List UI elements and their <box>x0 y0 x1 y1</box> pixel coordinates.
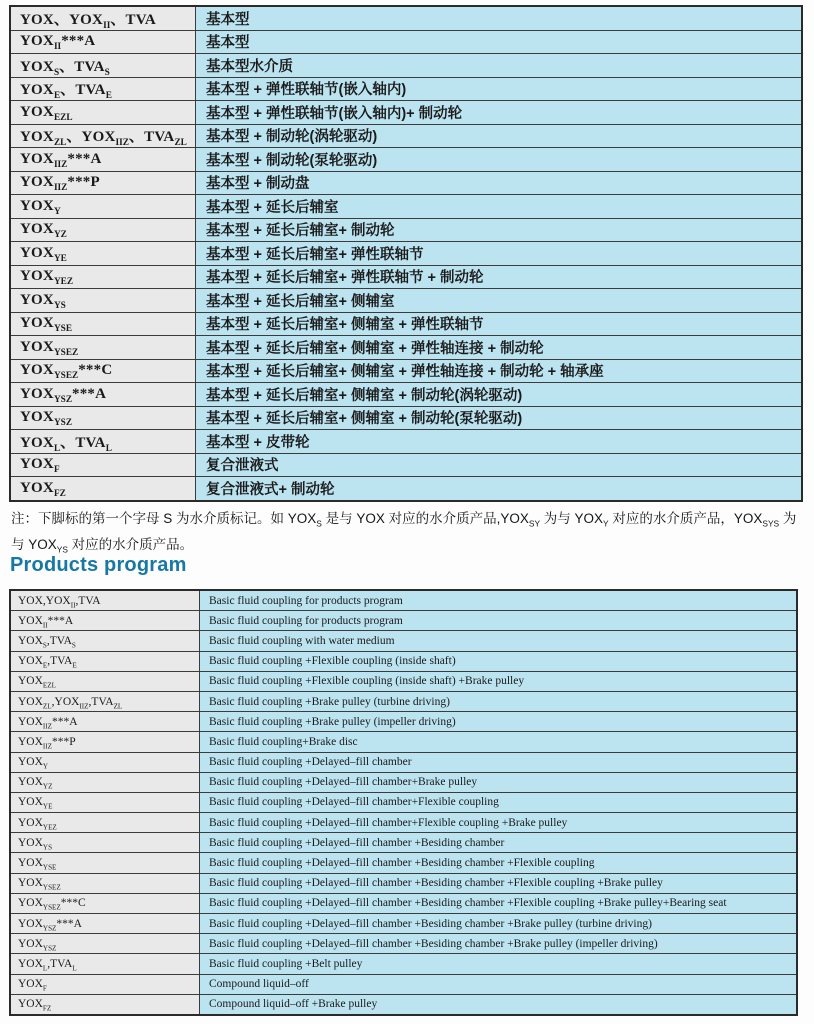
description-cell: Basic fluid coupling +Delayed–fill chamber +Besiding chamber +Brake pulley (turbine driving) <box>200 914 798 934</box>
model-cell: $YOX_Y$ <box>10 195 196 219</box>
description-cell: 基本型 + 制动轮(泵轮驱动) <box>196 148 803 172</box>
table-row <box>10 631 797 651</box>
table-row <box>10 873 797 893</box>
model-cell: $YOX_{YS}$ <box>10 289 196 313</box>
description-cell: Basic fluid coupling for products program <box>200 590 798 611</box>
table-row <box>10 336 802 360</box>
model-cell: $YOX_{YSEZ}***C$ <box>10 893 200 913</box>
model-cell: $YOX_{YSE}$ <box>10 853 200 873</box>
model-cell: $YOX_S,TVA_S$ <box>10 631 200 651</box>
table-row <box>10 30 802 54</box>
table-row <box>10 77 802 101</box>
model-cell: $YOX,YOX_{II},TVA$ <box>10 590 200 611</box>
model-cell: $YOX_{II}***A$ <box>10 30 196 54</box>
table-row <box>10 732 797 752</box>
model-cell: $YOX_E$、$TVA_E$ <box>10 77 196 101</box>
description-cell: Basic fluid coupling +Delayed–fill chamber +Besiding chamber +Flexible coupling +Brake pulley <box>200 873 798 893</box>
table-row <box>10 712 797 732</box>
description-cell: Compound liquid–off +Brake pulley <box>200 994 798 1015</box>
description-cell: Basic fluid coupling +Brake pulley (turbine driving) <box>200 691 798 711</box>
table-row <box>10 651 797 671</box>
description-cell: Basic fluid coupling +Delayed–fill chamber+Flexible coupling <box>200 792 798 812</box>
table-row <box>10 671 797 691</box>
model-cell: $YOX_{YEZ}$ <box>10 265 196 289</box>
description-cell: 基本型 + 延长后辅室+ 侧辅室 + 弹性轴连接 + 制动轮 <box>196 336 803 360</box>
description-cell: 基本型 + 制动轮(涡轮驱动) <box>196 124 803 148</box>
table-row <box>10 359 802 383</box>
model-cell: $YOX_{YSZ}***A$ <box>10 383 196 407</box>
description-cell: 基本型 + 延长后辅室+ 侧辅室 + 弹性联轴节 <box>196 312 803 336</box>
description-cell: 基本型 + 皮带轮 <box>196 430 803 454</box>
model-cell: $YOX_E,TVA_E$ <box>10 651 200 671</box>
model-cell: $YOX_{YZ}$ <box>10 218 196 242</box>
table-row <box>10 218 802 242</box>
description-cell: 基本型 + 延长后辅室+ 侧辅室 + 制动轮(泵轮驱动) <box>196 406 803 430</box>
model-cell: $YOX_{II}***A$ <box>10 611 200 631</box>
model-cell: $YOX_L$、$TVA_L$ <box>10 430 196 454</box>
description-cell: 基本型 + 弹性联轴节(嵌入轴内)+ 制动轮 <box>196 101 803 125</box>
table-row <box>10 974 797 994</box>
table-row <box>10 171 802 195</box>
description-cell: 基本型 + 弹性联轴节(嵌入轴内) <box>196 77 803 101</box>
model-cell: $YOX_{YE}$ <box>10 792 200 812</box>
table-row <box>10 691 797 711</box>
table-row <box>10 453 802 477</box>
model-cell: $YOX_{YSZ}***A$ <box>10 914 200 934</box>
table-row <box>10 383 802 407</box>
table-row <box>10 934 797 954</box>
description-cell: 基本型 + 延长后辅室 <box>196 195 803 219</box>
model-cell: $YOX_{YSE}$ <box>10 312 196 336</box>
table-row <box>10 195 802 219</box>
model-cell: $YOX_{FZ}$ <box>10 477 196 501</box>
model-cell: $YOX_{EZL}$ <box>10 671 200 691</box>
table-row <box>10 813 797 833</box>
model-cell: $YOX_{IIZ}***P$ <box>10 732 200 752</box>
description-cell: 基本型 + 延长后辅室+ 侧辅室 + 制动轮(涡轮驱动) <box>196 383 803 407</box>
description-cell: 基本型 + 延长后辅室+ 侧辅室 <box>196 289 803 313</box>
model-cell: $YOX_{IIZ}***A$ <box>10 148 196 172</box>
table-row <box>10 752 797 772</box>
table-row <box>10 590 797 611</box>
table-row <box>10 312 802 336</box>
model-cell: $YOX_{YSEZ}$ <box>10 336 196 360</box>
description-cell: Basic fluid coupling +Delayed–fill chamber+Flexible coupling +Brake pulley <box>200 813 798 833</box>
english-products-table <box>9 589 798 1016</box>
table-row <box>10 954 797 974</box>
table-row <box>10 242 802 266</box>
model-cell: YOX、$YOX_{II}$、TVA <box>10 6 196 30</box>
model-cell: $YOX_{YEZ}$ <box>10 813 200 833</box>
model-cell: $YOX_{ZL}$、$YOX_{IIZ}$、$TVA_{ZL}$ <box>10 124 196 148</box>
description-cell: Basic fluid coupling for products program <box>200 611 798 631</box>
description-cell: Basic fluid coupling +Delayed–fill chamber +Besiding chamber +Brake pulley (impeller driving) <box>200 934 798 954</box>
model-cell: $YOX_{YZ}$ <box>10 772 200 792</box>
water-medium-footnote: 注：下脚标的第一个字母 S 为水介质标记。如 $YOX_S$ 是与 YOX 对应的水介质产品$,YOX_{SY}$ 为与 $YOX_Y$ 对应的水介质产品，$YOX_{SYS}$ 为与 $YOX_{YS}$ 对应的水介质产品。 <box>11 511 797 555</box>
model-cell: $YOX_{YSZ}$ <box>10 406 196 430</box>
model-cell: $YOX_{YSEZ}***C$ <box>10 359 196 383</box>
model-cell: $YOX_{YSEZ}$ <box>10 873 200 893</box>
table-row <box>10 101 802 125</box>
model-cell: $YOX_{EZL}$ <box>10 101 196 125</box>
table-row <box>10 148 802 172</box>
description-cell: Basic fluid coupling +Belt pulley <box>200 954 798 974</box>
model-cell: $YOX_{YE}$ <box>10 242 196 266</box>
description-cell: 基本型 + 延长后辅室+ 弹性联轴节 + 制动轮 <box>196 265 803 289</box>
model-cell: $YOX_{YSZ}$ <box>10 934 200 954</box>
model-cell: $YOX_{ZL},YOX_{IIZ},TVA_{ZL}$ <box>10 691 200 711</box>
description-cell: 基本型 <box>196 30 803 54</box>
table-row <box>10 611 797 631</box>
table-row <box>10 893 797 913</box>
model-cell: $YOX_{IIZ}***A$ <box>10 712 200 732</box>
table-row <box>10 124 802 148</box>
model-cell: $YOX_F$ <box>10 453 196 477</box>
table-row <box>10 833 797 853</box>
description-cell: Basic fluid coupling +Flexible coupling (inside shaft) <box>200 651 798 671</box>
chinese-products-table <box>9 5 803 502</box>
description-cell: Basic fluid coupling +Brake pulley (impeller driving) <box>200 712 798 732</box>
model-cell: $YOX_{FZ}$ <box>10 994 200 1015</box>
table-row <box>10 265 802 289</box>
description-cell: Compound liquid–off <box>200 974 798 994</box>
table-row <box>10 54 802 78</box>
description-cell: Basic fluid coupling +Delayed–fill chamber+Brake pulley <box>200 772 798 792</box>
description-cell: Basic fluid coupling +Delayed–fill chamber +Besiding chamber +Flexible coupling <box>200 853 798 873</box>
description-cell: 基本型 <box>196 6 803 30</box>
description-cell: 基本型水介质 <box>196 54 803 78</box>
model-cell: $YOX_L,TVA_L$ <box>10 954 200 974</box>
description-cell: Basic fluid coupling +Delayed–fill chamber +Besiding chamber <box>200 833 798 853</box>
model-cell: $YOX_S$、$TVA_S$ <box>10 54 196 78</box>
table-row <box>10 430 802 454</box>
description-cell: Basic fluid coupling +Flexible coupling (inside shaft) +Brake pulley <box>200 671 798 691</box>
description-cell: 基本型 + 延长后辅室+ 弹性联轴节 <box>196 242 803 266</box>
table-row <box>10 772 797 792</box>
description-cell: 基本型 + 制动盘 <box>196 171 803 195</box>
table-row <box>10 477 802 501</box>
description-cell: Basic fluid coupling with water medium <box>200 631 798 651</box>
products-program-heading: Products program <box>10 554 187 576</box>
table-row <box>10 853 797 873</box>
table-row <box>10 994 797 1015</box>
description-cell: 复合泄液式+ 制动轮 <box>196 477 803 501</box>
table-row <box>10 914 797 934</box>
description-cell: Basic fluid coupling +Delayed–fill chamber +Besiding chamber +Flexible coupling +Brake pulley+Bearing seat <box>200 893 798 913</box>
table-row <box>10 792 797 812</box>
description-cell: Basic fluid coupling +Delayed–fill chamber <box>200 752 798 772</box>
table-row <box>10 6 802 30</box>
model-cell: $YOX_{YS}$ <box>10 833 200 853</box>
model-cell: $YOX_{IIZ}***P$ <box>10 171 196 195</box>
description-cell: 基本型 + 延长后辅室+ 侧辅室 + 弹性轴连接 + 制动轮 + 轴承座 <box>196 359 803 383</box>
description-cell: 复合泄液式 <box>196 453 803 477</box>
model-cell: $YOX_F$ <box>10 974 200 994</box>
model-cell: $YOX_Y$ <box>10 752 200 772</box>
description-cell: 基本型 + 延长后辅室+ 制动轮 <box>196 218 803 242</box>
table-row <box>10 289 802 313</box>
description-cell: Basic fluid coupling+Brake disc <box>200 732 798 752</box>
table-row <box>10 406 802 430</box>
